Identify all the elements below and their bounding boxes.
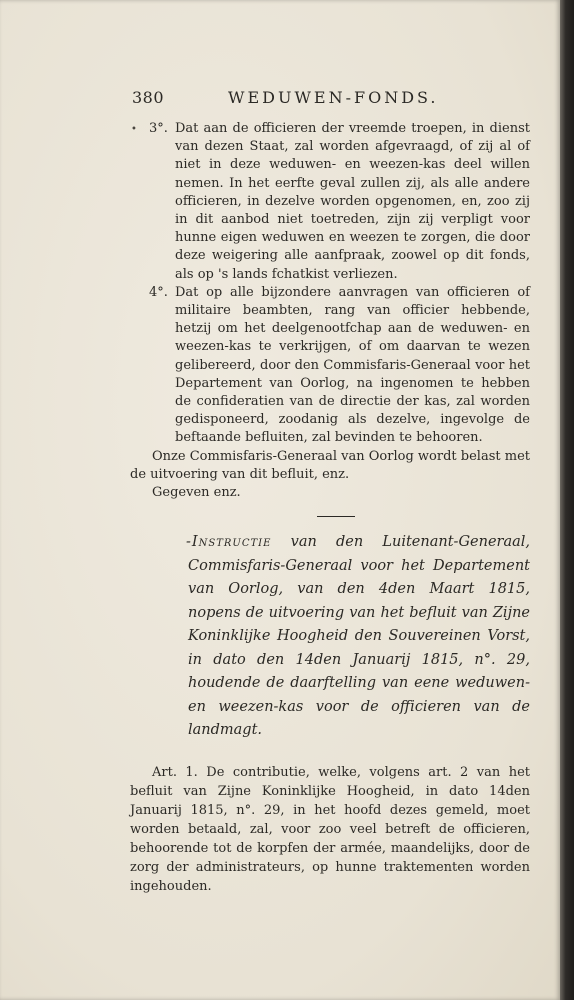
- item-number: 3°.: [149, 121, 168, 136]
- page-number: 380: [132, 88, 165, 107]
- list-item: [130, 284, 530, 448]
- article-1: Art. 1. De contributie, welke, volgens art. 2 van het befluit van Zijne Koninklijke Hoogheid, in dato 14den Januarij 1815, n°. 29, in het hoofd dezes gemeld, moet worden betaald, zal, voor zoo veel betreft de officieren, behoorende tot de korpfen der armée, maandelijks, door de zorg der administrateurs, op hunne traktementen worden ingehouden.: [130, 764, 530, 894]
- instructie-heading: [188, 531, 530, 743]
- instructie-lead: -Instructie: [186, 534, 272, 551]
- page-header: [132, 88, 532, 112]
- closing-paragraph: Onze Commisfaris-Generaal van Oorlog wordt belast met de uitvoering van dit befluit, enz.: [130, 448, 530, 482]
- item-text: Dat aan de officieren der vreemde troepen, in dienst van dezen Staat, zal worden afgevraagd, of zij al of niet in deze weduwen- en weezen-kas deel willen nemen. In het eerfte geval zullen zij, als alle andere officieren, in dezelve worden opgenomen, en, zoo zij in dit aanbod niet toetreden, zijn zij verpligt voor hunne eigen weduwen en weezen te zorgen, die door deze weigering alle aanfpraak, zoowel op dit fonds, als op 's lands fchatkist verliezen.: [175, 121, 530, 282]
- margin-mark: •: [131, 124, 137, 135]
- book-spine: [560, 0, 574, 1000]
- instructie-text: van den Luitenant-Generaal, Commisfaris-Generaal voor het Departement van Oorlog, van den 4den Maart 1815, nopens de uitvoering van het befluit van Zijne Koninklijke Hoogheid den Souvereinen Vorst, in dato den 14den Januarij 1815, n°. 29, houdende de daarftelling van eene weduwen- en weezen-kas voor de officieren van de landmagt.: [188, 534, 530, 739]
- item-number: 4°.: [149, 284, 168, 300]
- main-text: [130, 120, 530, 896]
- signoff: Gegeven enz.: [152, 485, 241, 501]
- section-divider: [317, 516, 355, 517]
- running-head: WEDUWEN-FONDS.: [228, 88, 439, 107]
- list-item: [130, 120, 530, 284]
- item-text: Dat op alle bijzondere aanvragen van officieren of militaire beambten, rang van officier hebbende, hetzij om het deelgenootfchap aan de weduwen- en weezen-kas te verkrijgen, of om daarvan te wezen gelibereerd, door den Commisfaris-Generaal voor het Departement van Oorlog, na ingenomen te hebben de confideratien van de directie der kas, zal worden gedisponeerd, zoodanig als dezelve, ingevolge de beftaande befluiten, zal bevinden te behooren.: [175, 284, 530, 446]
